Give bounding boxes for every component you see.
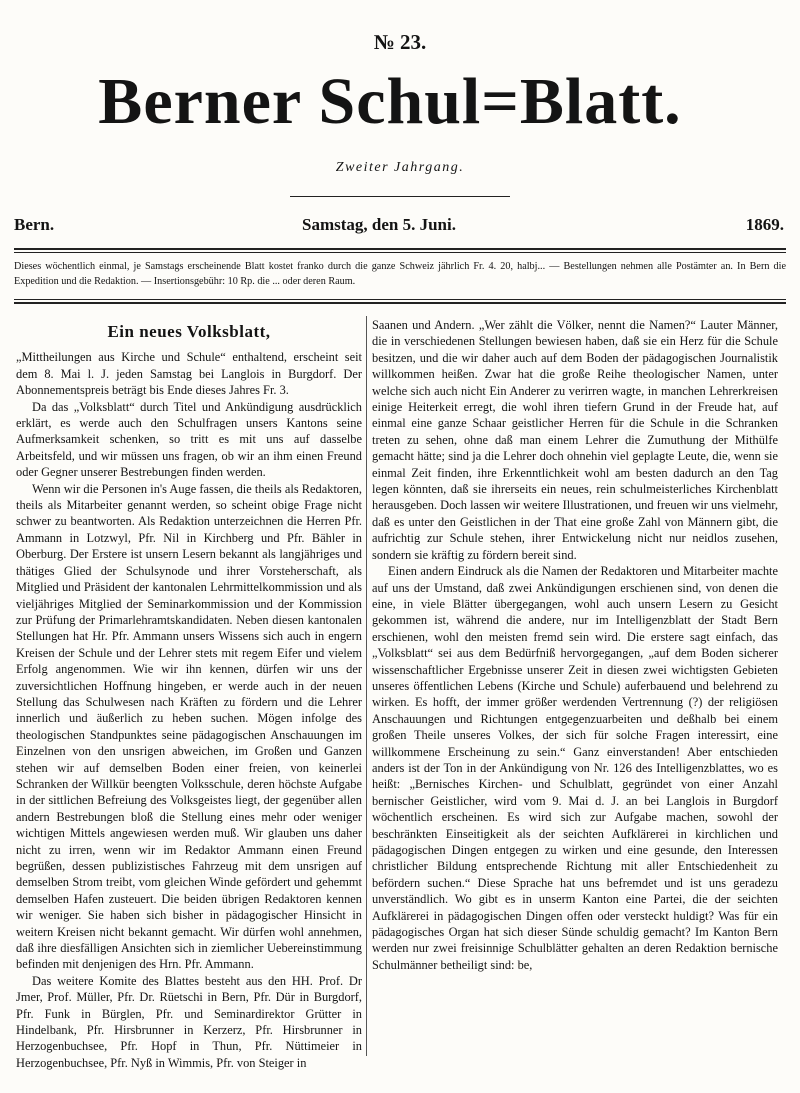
subtitle: Zweiter Jahrgang. [335, 160, 465, 175]
dateline [14, 215, 784, 239]
paragraph: Da das „Volksblatt“ durch Titel und Ankündigung ausdrücklich erklärt, es werde auch den Schulfragen unsers Kantons seine Aufmerksamkeit schenken, so tritt es mit uns auf dasselbe Arbeitsfeld, und wir müssen uns fragen, ob wir an ihm einen Freund oder Gegner unserer Bestrebungen finden werden. [16, 399, 362, 480]
left-column [16, 316, 362, 1071]
column-divider [366, 316, 367, 1056]
right-column [372, 317, 778, 973]
issue-number: № 23. [373, 30, 427, 54]
paragraph: Wenn wir die Personen in's Auge fassen, die theils als Redaktoren, theils als Mitarbeiter genannt werden, so scheint obige Frage nicht schwer zu beantworten. Als Redaktion unterzeichnen die Herren Pfr. Ammann in Lotzwyl, Pfr. Nil in Kirchberg und Pfr. Bähler in Oberburg. Der Erstere ist unsern Lesern bekannt als langjähriges und thätiges Glied der Schulsynode und ihrer Vorsteherschaft, als Mitglied und Präsident der kantonalen Lehrmittelkommission und als vieljähriges Mitglied der Seminarkommission und der Kommission zur Prüfung der Primarlehramtskandidaten. Neben diesen kantonalen Stellungen hat Hr. Pfr. Ammann unsers Wissens sich auch in engern Kreisen der Schule und der Lehrer stets mit regem Eifer und vielem Erfolg angenommen. Wie wir ihn kennen, dürfen wir uns der zuversichtlichen Hoffnung hingeben, er werde auch in der neuen Stellung das Schulwesen nach Kräften zu fördern und die Lehrer innerlich und äußerlich zu heben suchen. Mögen infolge des theologischen Standpunktes seine pädagogischen Anschauungen im Einzelnen von den unsrigen abweichen, im Großen und Ganzen stehen wir auf demselben Boden einer freien, von keinerlei Schranken der Willkür beengten Volksschule, deren höchste Aufgabe in der sittlichen Befreiung des Volksgeistes liegt, der gegenüber allen andern Bestrebungen bloß die Stellung eines mehr oder weniger wichtigen Mittels angewiesen werden muß. Wir glauben uns daher nicht zu irren, wenn wir im Redaktor Ammann einen Freund begrüßen, dessen publizistisches Fahrzeug mit dem unsrigen auf demselben Strom treibt, vom gleichen Winde gefördert und gehemmt demselben Hafen zusteuert. Die beiden übrigen Redaktoren kennen wir weniger. Sie haben sich bisher in pädagogischer Hinsicht in weitern Kreisen nicht bekannt gemacht. Wir dürfen wohl annehmen, daß ihre diesfälligen Ansichten sich in ziemlicher Uebereinstimmung befinden mit denjenigen des Hrn. Pfr. Ammann. [16, 481, 362, 972]
header-rule-thin [14, 252, 786, 253]
header-rule-top [14, 248, 786, 250]
paragraph: Saanen und Andern. „Wer zählt die Völker, nennt die Namen?“ Lauter Männer, die in verschiedenen Stellungen bewiesen haben, daß sie ein Herz für die Schule besitzen, und die wir daher auch auf dem Boden der pädagogischen Journalistik willkommen heißen. Zwar hat die große Reihe theologischer Namen, unter welche sich auch nicht Ein Anderer zu verirren wagte, in manchen Lehrerkreisen einige Heiterkeit erregt, die wohl ihren tiefern Grund in der Freude hat, auf einmal eine ganze Schaar geistlicher Herren für die Schule in die Schranken treten zu sehen, ohne daß man einem Lehrer die Zumuthung der Mithülfe gemacht hätte; sind ja die Lehrer doch ohnehin viel geplagte Leute, die, wenn sie einmal Zeit finden, ihre Erkenntlichkeit wohl am besten dadurch an den Tag legen könnten, daß sie ihrerseits ein neues, rein schulmeisterliches Kirchenblatt herausgeben. Doch lassen wir weitere Illustrationen, und freuen wir uns vielmehr, daß es unter den Geistlichen in der That eine große Zahl von Männern gibt, die aufrichtig zur Schule stehen, ihrer Entwickelung nicht nur neidlos zusehen, sondern sie kräftig zu fördern bereit sind. [372, 318, 778, 562]
paragraph: „Mittheilungen aus Kirche und Schule“ enthaltend, erscheint seit dem 8. Mai l. J. jeden Samstag bei Langlois in Burgdorf. Der Abonnementspreis beträgt bis Ende dieses Jahres Fr. 3. [16, 350, 362, 398]
place: Bern. [14, 215, 55, 234]
article-title: Ein neues Volksblatt, [107, 322, 271, 341]
subscription-notice: Dieses wöchentlich einmal, je Samstags erscheinende Blatt kostet franko durch die ganze Schweiz jährlich Fr. 4. 20, halbj... — Bestellungen nehmen alle Postämter an. In Bern die Expedition und die Redaktion. — Insertionsgebühr: 10 Rp. die ... oder deren Raum. [14, 261, 786, 287]
notice-rule-thick [14, 302, 786, 304]
paragraph: Das weitere Komite des Blattes besteht aus den HH. Prof. Dr Jmer, Prof. Müller, Pfr. Dr. Rüetschi in Bern, Pfr. Dür in Burgdorf, Pfr. Funk in Bürglen, Pfr. und Seminardirektor Grütter in Hindelbank, Pfr. Hirsbrunner in Kerzerz, Pfr. Hirsbrunner in Herzogenbuchsee, Pfr. Hopf in Thun, Pfr. Nüttimeier in Herzogenbuchsee, Pfr. Nyß in Wimmis, Pfr. von Steiger in [16, 973, 362, 1070]
issue-date: Samstag, den 5. Juni. [302, 215, 456, 234]
paragraph: Einen andern Eindruck als die Namen der Redaktoren und Mitarbeiter machte auf uns der Umstand, daß zwei Ankündigungen erschienen sind, von denen die eine, in viele Blätter übergegangen, wohl auch unsern Lesern zu Gesicht gekommen ist, während die andere, nur im Intelligenzblatt der Stadt Bern erschienen, wohl den meisten fremd sein wird. Die erstere sagt einfach, das „Volksblatt“ sei aus dem Bedürfniß hervorgegangen, „auf dem Boden sicherer wissenschaftlicher Ergebnisse unserer Zeit in diesen zwei wichtigsten Gebieten unseres öffentlichen Lebens (Kirche und Schule) auferbauend und belehrend zu wirken. Es hofft, der immer größer werdenden Vertrennung (?) der religiösen Anschauungen und Richtungen entgegenzuarbeiten und deßhalb bei einem großen Theile unseres Volkes, der sich für solche Fragen interessirt, eine willkommene Erscheinung zu sein.“ Ganz einverstanden! Aber entschieden anders ist der Ton in der Ankündigung von Nr. 126 des Intelligenzblattes, wo es heißt: „Bernisches Kirchen- und Schulblatt, gegründet von einer Anzahl bernischer Geistlicher, wird vom 9. Mai d. J. an bei Langlois in Burgdorf wöchentlich erscheinen. Es wird sich zur Aufgabe machen, sowohl der beschränkten Einseitigkeit als der seichten Aufklärerei in kirchlichen und pädagogischen Dingen entgegen zu wirken und eine gesunde, den Interessen christlicher Bildung entsprechende Richtung mit aller Entschiedenheit zu befördern suchen.“ Diese Sprache hat uns befremdet und ist uns geradezu unverständlich. Wo gibt es in unserm Kanton eine Partei, die der seichten Aufklärerei in pädagogischen Dingen offen oder versteckt huldigt? Was für ein pädagogisches Organ hat sich dieser Sünde schuldig gemacht? Im Kanton Bern werden nur zwei freisinnige Schulblätter gehalten an deren Redaktion bernische Schulmänner betheiligt sind: be, [372, 564, 778, 972]
year: 1869. [745, 215, 784, 234]
notice-rule [14, 299, 786, 300]
subtitle-divider [290, 196, 510, 197]
masthead-title: Berner Schul=Blatt. [98, 65, 682, 138]
